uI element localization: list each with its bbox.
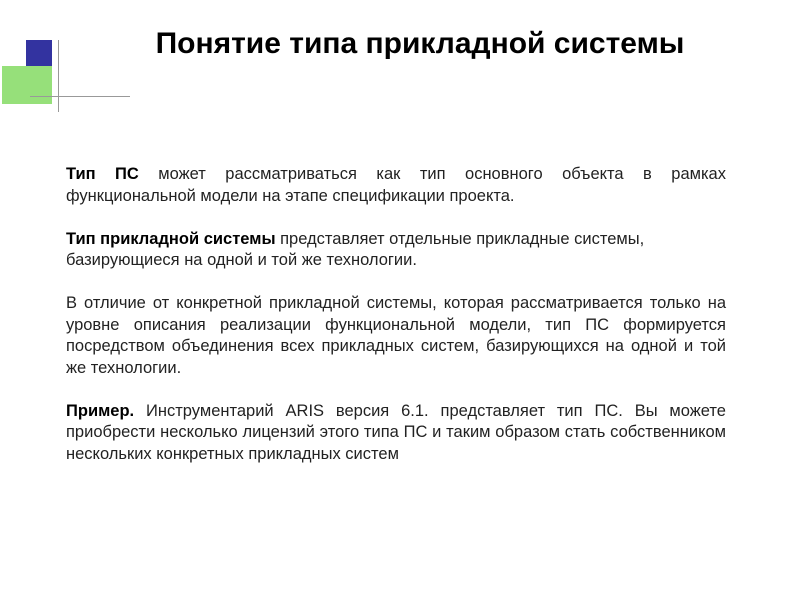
decorative-blue-square [26,40,52,66]
paragraph-bold-lead: Пример. [66,401,135,420]
slide-content [66,164,726,487]
paragraph-bold-lead: Тип прикладной системы [66,229,276,248]
decorative-vertical-line [58,40,59,112]
paragraph-text: Инструментарий ARIS версия 6.1. представляет тип ПС. Вы можете приобрести несколько лицензий этого типа ПС и таким образом стать собственником нескольких конкретных прикладных систем [66,401,726,463]
paragraph-type-ps [66,164,726,207]
slide-title: Понятие типа прикладной системы [155,27,685,60]
decorative-horizontal-line [30,96,130,97]
decorative-green-square [2,66,52,104]
paragraph-text: может рассматриваться как тип основного объекта в рамках функциональной модели на этапе спецификации проекта. [66,165,726,205]
paragraph-bold-lead: Тип ПС [66,165,139,183]
paragraph-text: представляет отдельные прикладные системы, базирующиеся на одной и той же технологии. [66,229,645,269]
paragraph-difference [66,293,726,379]
paragraph-app-system-type [66,229,726,272]
paragraph-text: В отличие от конкретной прикладной системы, которая рассматривается только на уровне описания реализации функциональной модели, тип ПС формируется посредством объединения всех прикладных систем, базирующихся на одной и той же технологии. [66,294,726,377]
paragraph-example [66,401,726,466]
